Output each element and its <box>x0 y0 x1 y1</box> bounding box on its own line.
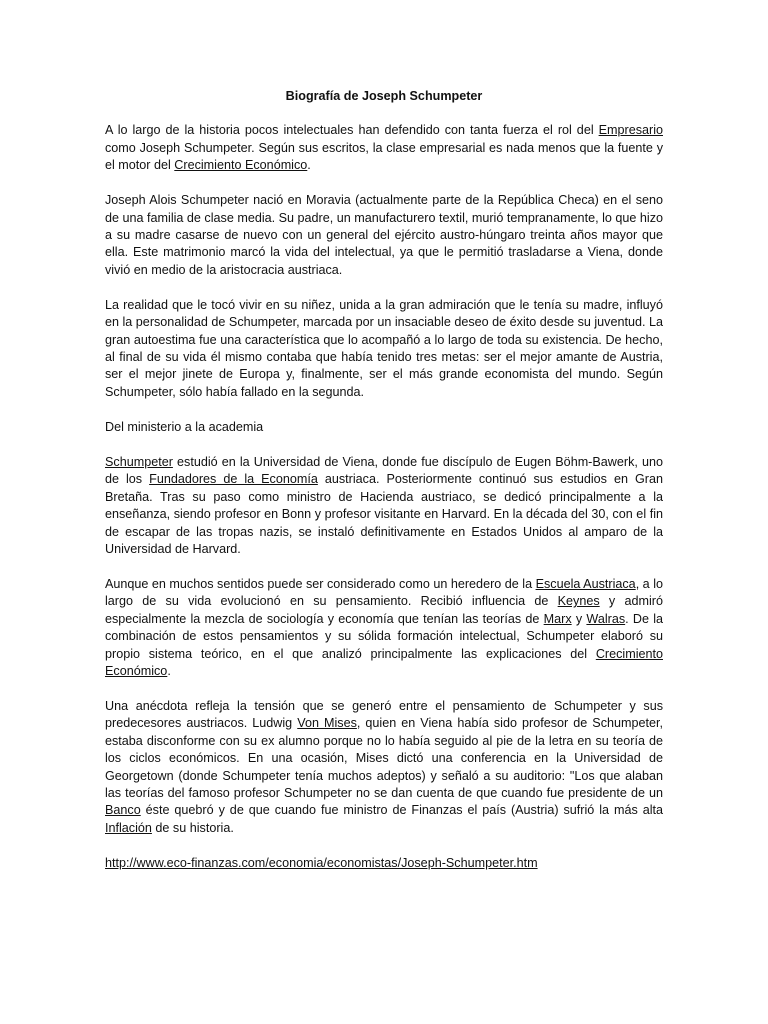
link-crecimiento-economico[interactable]: Crecimiento Económico <box>174 158 308 173</box>
link-walras[interactable]: Walras <box>586 611 626 626</box>
paragraph-text: A lo largo de la historia pocos intelectuales han defendido con tanta fuerza el rol del <box>105 123 599 138</box>
paragraph-text: austriaca. Posteriormente continuó sus estudios en Gran Bretaña. Tras su paso como ministro de Hacienda austriaco, se dedicó principalmente a la enseñanza, siendo profesor en Bonn y profesor visitante en Harvard. En la década del 30, con el fin de escapar de las tropas nazis, se instaló definitivamente en Estados Unidos al amparo de la Universidad de Harvard. <box>105 472 663 556</box>
paragraph-influences <box>105 576 663 680</box>
link-schumpeter[interactable]: Schumpeter <box>105 454 173 469</box>
paragraph-text: y admiró especialmente la mezcla de sociología y economía que tenían las teorías de <box>105 594 663 626</box>
paragraph-text: , a lo largo de su vida evolucionó en su pensamiento. Recibió influencia de <box>105 576 663 609</box>
link-inflacion[interactable]: Inflación <box>105 820 152 835</box>
paragraph-text: , quien en Viena había sido profesor de Schumpeter, estaba disconforme con su ex alumno porque no lo había seguido al pie de la letra en su teoría de los ciclos económicos. En una ocasión, Mises dictó una conferencia en la Universidad de Georgetown (donde Schumpeter tenía muchos adeptos) y señaló a su auditorio: "Los que alaban las teorías del famoso profesor Schumpeter no se dan cuenta de que cuando fue presidente de un <box>105 716 664 800</box>
document-page <box>105 88 663 890</box>
paragraph-text: . <box>167 663 171 678</box>
link-marx[interactable]: Marx <box>543 611 572 626</box>
link-escuela-austriaca[interactable]: Escuela Austriaca <box>535 576 636 591</box>
section-subheading: Del ministerio a la academia <box>105 419 264 434</box>
paragraph-text: como Joseph Schumpeter. Según sus escritos, la clase empresarial es nada menos que la fuente y el motor del <box>105 140 663 173</box>
paragraph-text: y <box>571 611 587 626</box>
link-banco[interactable]: Banco <box>105 803 141 818</box>
paragraph-origins: Joseph Alois Schumpeter nació en Moravia (actualmente parte de la República Checa) en el seno de una familia de clase media. Su padre, un manufacturero textil, murió tempranamente, lo que hizo a su madre casarse de nuevo con un general del ejército austro-húngaro treinta años mayor que ella. Este matrimonio marcó la vida del intelectual, ya que le permitió trasladarse a Viena, donde vivió en medio de la aristocracia austriaca. <box>105 193 663 277</box>
paragraph-text: . De la combinación de estos pensamientos y su sólida formación intelectual, Schumpeter elaboró su propio sistema teórico, en el que analizó principalmente las explicaciones del <box>105 611 664 661</box>
paragraph-text: éste quebró y de que cuando fue ministro de Finanzas el país (Austria) sufrió la más alta <box>140 803 663 818</box>
paragraph-anecdote <box>105 698 663 837</box>
paragraph-academia <box>105 454 663 558</box>
link-crecimiento-economico-2[interactable]: Crecimiento Económico <box>105 646 663 678</box>
source-url-paragraph <box>105 855 663 872</box>
link-von-mises[interactable]: Von Mises <box>297 716 357 731</box>
link-fundadores-economia[interactable]: Fundadores de la Economía <box>149 472 318 487</box>
source-url-link[interactable]: http://www.eco-finanzas.com/economia/economistas/Joseph-Schumpeter.htm <box>105 855 538 870</box>
link-empresario[interactable]: Empresario <box>598 123 663 138</box>
link-keynes[interactable]: Keynes <box>557 594 600 609</box>
paragraph-childhood: La realidad que le tocó vivir en su niñez, unida a la gran admiración que le tenía su madre, influyó en la personalidad de Schumpeter, marcada por un insaciable deseo de éxito desde su juventud. La gran autoestima fue una característica que lo acompañó a lo largo de toda su existencia. De hecho, al final de su vida él mismo contaba que había tenido tres metas: ser el mejor amante de Austria, ser el mejor jinete de Europa y, finalmente, ser el más grande economista del mundo. Según Schumpeter, sólo había fallado en la segunda. <box>105 297 663 399</box>
paragraph-text: . <box>307 158 311 173</box>
paragraph-text: Aunque en muchos sentidos puede ser considerado como un heredero de la <box>105 576 536 591</box>
paragraph-intro <box>105 122 663 174</box>
paragraph-text: estudió en la Universidad de Viena, donde fue discípulo de Eugen Böhm-Bawerk, uno de los <box>105 454 663 487</box>
document-title: Biografía de Joseph Schumpeter <box>285 89 483 103</box>
paragraph-text: de su historia. <box>151 820 234 835</box>
paragraph-text: Una anécdota refleja la tensión que se generó entre el pensamiento de Schumpeter y sus predecesores austriacos. Ludwig <box>105 698 663 731</box>
